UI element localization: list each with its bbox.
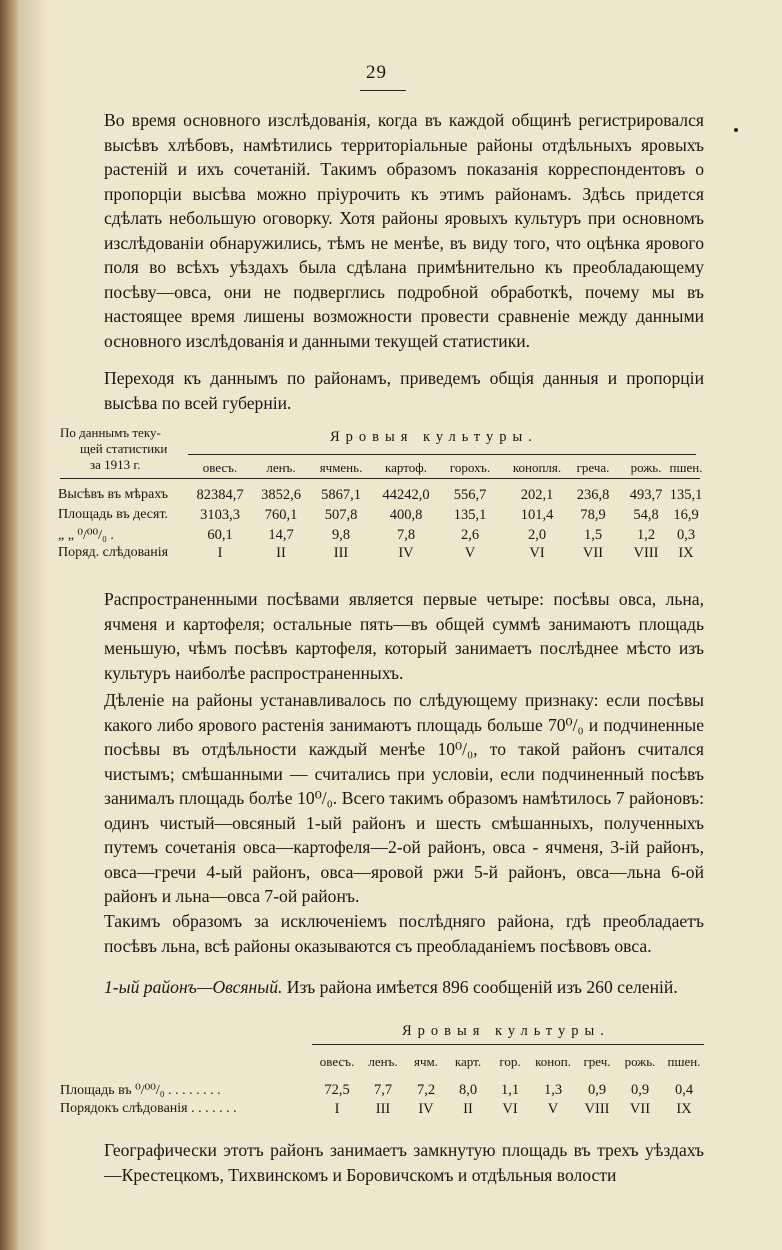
table1-cell: III: [333, 545, 349, 561]
page-number: 29: [366, 62, 387, 83]
table1-cell: 3103,3: [200, 507, 240, 523]
table1-source-line-2: щей статистики: [80, 441, 168, 456]
table2-cell: I: [334, 1101, 340, 1117]
table2-col-header: греч.: [583, 1054, 611, 1069]
paragraph-4: Дѣленіе на районы устанавливалось по слѣдующему признаку: если посѣвы какого либо ярового растенія занимаютъ площадь больше 70⁰/₀ и подчиненные посѣвы въ отдѣльности каждый менѣе 10⁰/₀, то такой районъ считался чистымъ; смѣшанными — считались при условіи, если подчиненный посѣвъ занималъ площадь болѣе 10⁰/₀. Всего такимъ образомъ намѣтилось 7 районовъ: одинъ чистый—овсяный 1-ый районъ и шесть смѣшанныхъ, полученныхъ путемъ сочетанія овса—картофеля—2-ой районъ, овса - ячменя, 3-ій районъ, овса—гречи 4-ый районъ, овса—яровой ржи 5-й районъ, овса—льна 6-ой районъ и льна—овса 7-ой районъ.: [104, 690, 704, 906]
table2-cell: V: [547, 1101, 559, 1117]
table1-row-label: „ „ ⁰/⁰⁰/₀ .: [58, 528, 114, 543]
paragraph-6: [104, 975, 704, 1000]
table1-col-header: картоф.: [385, 460, 427, 475]
table1-row-label: Поряд. слѣдованія: [58, 545, 169, 560]
paragraph-3: Распространенными посѣвами является первые четыре: посѣвы овса, льна, ячменя и картофеля; остальные пять—въ общей суммѣ занимаютъ площадь меньшую, чѣмъ посѣвъ картофеля, который занимаетъ послѣднее мѣсто изъ культуръ наиболѣе распространенныхъ.: [104, 589, 704, 683]
table1-cell: 2,6: [460, 527, 480, 543]
district-intro: Изъ района имѣется 896 сообщеній изъ 260 селеній.: [282, 977, 678, 997]
table1-cell: 78,9: [580, 507, 606, 523]
table2-col-header: карт.: [454, 1054, 482, 1069]
table2-row-label: Порядокъ слѣдованія . . . . . . .: [60, 1101, 237, 1116]
table1-cell: 7,8: [396, 527, 416, 543]
table1-col-header: овесъ.: [202, 460, 238, 475]
table2-cell: 8,0: [458, 1082, 478, 1098]
table2-col-header: пшен.: [667, 1054, 701, 1069]
table1-cell: 236,8: [576, 487, 610, 503]
table1-col-header: конопля.: [512, 460, 562, 475]
table1-cell: 0,3: [676, 527, 696, 543]
table2-cell: 0,9: [587, 1082, 607, 1098]
table2-cell: II: [463, 1101, 473, 1117]
table2-cell: VII: [629, 1101, 651, 1117]
table2-cell: IX: [676, 1101, 692, 1117]
table1-row-label: Площадь въ десят.: [58, 507, 169, 522]
table1-group-header: Яровыя культуры.: [330, 429, 538, 445]
table1-cell: 493,7: [629, 487, 663, 503]
book-spine: [0, 0, 18, 1250]
table1-cell: IV: [398, 545, 414, 561]
table1-cell: VII: [582, 545, 604, 561]
table1-cell: I: [217, 545, 223, 561]
table1-cell: 101,4: [520, 507, 554, 523]
table1-row-label: Высѣвъ въ мѣрахъ: [58, 487, 168, 502]
table2-row-label: Площадь въ ⁰/⁰⁰/₀ . . . . . . . .: [60, 1083, 221, 1098]
table1-source-line-1: По даннымъ теку-: [60, 425, 161, 440]
table1-cell: V: [464, 545, 476, 561]
table2-col-header: гор.: [499, 1054, 521, 1069]
table1-cell: 202,1: [520, 487, 554, 503]
ink-speck: [734, 128, 738, 132]
table1-cell: 16,9: [673, 507, 699, 523]
table1-cell: 5867,1: [321, 487, 361, 503]
table1-col-header: рожь.: [630, 460, 662, 475]
table2-cell: IV: [418, 1101, 434, 1117]
table1-cell: VI: [529, 545, 545, 561]
table1-cell: 507,8: [324, 507, 358, 523]
table2-cell: 0,9: [630, 1082, 650, 1098]
table2-cell: VIII: [584, 1101, 610, 1117]
table1-cell: 760,1: [264, 507, 298, 523]
table2-cell: 1,1: [500, 1082, 520, 1098]
table2-col-header: ленъ.: [368, 1054, 398, 1069]
table1-cell: 54,8: [633, 507, 659, 523]
table2-cell: 0,4: [674, 1082, 694, 1098]
table1-cell: 135,1: [453, 507, 487, 523]
table1-col-header: ячмень.: [319, 460, 363, 475]
table2-cell: III: [375, 1101, 391, 1117]
table2-cell: 7,2: [416, 1082, 436, 1098]
table2-cell: 1,3: [543, 1082, 563, 1098]
table2-cell: VI: [502, 1101, 518, 1117]
page-number-rule: [360, 90, 406, 91]
table1-cell: 3852,6: [261, 487, 301, 503]
table1-header-rule: [60, 478, 700, 479]
table2-cell: 72,5: [324, 1082, 350, 1098]
table1-cell: 400,8: [389, 507, 423, 523]
table1-cell: 82384,7: [196, 487, 244, 503]
table1-cell: 2,0: [527, 527, 547, 543]
table2-col-header: рожь.: [624, 1054, 656, 1069]
paragraph-5: Такимъ образомъ за исключеніемъ послѣдняго района, гдѣ преобладаетъ посѣвъ льна, всѣ районы оказываются съ преобладаніемъ посѣвовъ овса.: [104, 911, 704, 956]
table1-cell: II: [276, 545, 286, 561]
table1-cell: 1,2: [636, 527, 656, 543]
table1-cell: IX: [678, 545, 694, 561]
table2-brace-line: [312, 1044, 704, 1045]
district-heading: 1-ый районъ—Овсяный.: [104, 977, 283, 997]
table1-col-header: горохъ.: [449, 460, 491, 475]
table2-col-header: коноп.: [535, 1054, 571, 1069]
table1-cell: 1,5: [583, 527, 603, 543]
table1-cell: 135,1: [669, 487, 703, 503]
table1-col-header: греча.: [576, 460, 610, 475]
paragraph-1: Во время основного изслѣдованія, когда въ каждой общинѣ регистрировался высѣвъ хлѣбовъ, намѣтились территоріальные районы отдѣльныхъ яровыхъ растеній и ихъ сочетаній. Такимъ образомъ показанія корреспондентовъ о пропорціи высѣва можно пріурочить къ этимъ районамъ. Здѣсь придется сдѣлать небольшую оговорку. Хотя районы яровыхъ культуръ при основномъ изслѣдованіи обнаружились, тѣмъ не менѣе, въ виду того, что оцѣнка ярового поля во всѣхъ уѣздахъ была сдѣлана примѣнительно къ преобладающему посѣву—овса, они не подверглись подробной обработкѣ, почему мы въ настоящее время лишены возможности провести сравненіе между данными основного изслѣдованія и данными текущей статистики.: [104, 110, 704, 351]
table2-group-header: Яровыя культуры.: [402, 1023, 610, 1039]
table1-cell: 556,7: [453, 487, 487, 503]
paragraph-2: Переходя къ даннымъ по районамъ, приведемъ общія данныя и пропорціи высѣва по всей губерніи.: [104, 368, 704, 413]
table1-cell: 60,1: [207, 527, 233, 543]
table1-brace-line: [188, 454, 696, 455]
table2-col-header: ячм.: [414, 1054, 438, 1069]
table1-cell: 14,7: [268, 527, 294, 543]
table1-cell: VIII: [633, 545, 659, 561]
table1-col-header: ленъ.: [266, 460, 296, 475]
table2-col-header: овесъ.: [319, 1054, 355, 1069]
table1-cell: 9,8: [331, 527, 351, 543]
table1-col-header: пшен.: [669, 460, 703, 475]
table1-source-line-3: за 1913 г.: [90, 457, 141, 472]
table1-cell: 44242,0: [382, 487, 430, 503]
paragraph-7: Географически этотъ районъ занимаетъ замкнутую площадь въ трехъ уѣздахъ—Крестецкомъ, Тихвинскомъ и Боровичскомъ и отдѣльныя волости: [104, 1140, 704, 1185]
page-edge-shadow: [18, 0, 48, 1250]
table2-cell: 7,7: [373, 1082, 393, 1098]
